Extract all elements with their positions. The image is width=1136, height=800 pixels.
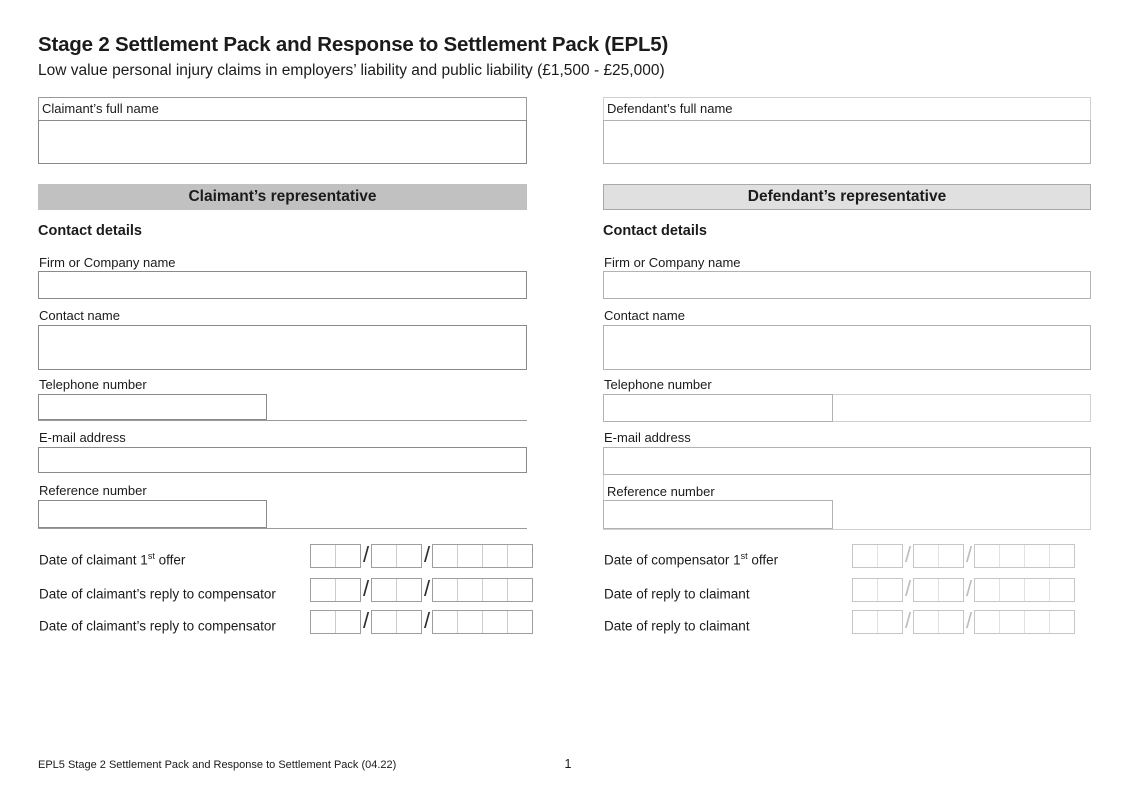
date-box-cell[interactable] bbox=[975, 545, 999, 567]
date-box-cell[interactable] bbox=[1049, 579, 1074, 601]
date-box-cell[interactable] bbox=[335, 579, 360, 601]
date-box-cell[interactable] bbox=[975, 579, 999, 601]
date-box-cell[interactable] bbox=[1024, 545, 1049, 567]
defendant-telephone-row bbox=[603, 394, 1091, 422]
claimant-reply-date-row-2 bbox=[38, 610, 527, 634]
claimant-first-offer-date-label: Date of claimant 1st offer bbox=[39, 551, 186, 568]
date-box-cell[interactable] bbox=[999, 579, 1024, 601]
defendant-email-label: E-mail address bbox=[604, 430, 691, 445]
date-separator: / bbox=[965, 542, 973, 567]
date-separator: / bbox=[423, 608, 431, 633]
page-number: 1 bbox=[564, 757, 572, 771]
defendant-full-name-cell bbox=[603, 97, 1091, 164]
date-year-group bbox=[432, 610, 533, 634]
date-boxes bbox=[852, 578, 1075, 602]
defendant-reply-date-label-2: Date of reply to claimant bbox=[604, 618, 750, 634]
date-separator: / bbox=[904, 608, 912, 633]
date-boxes bbox=[310, 610, 533, 634]
defendant-column bbox=[603, 90, 1091, 656]
footer-text: EPL5 Stage 2 Settlement Pack and Response to Settlement Pack (04.22) bbox=[38, 759, 397, 771]
date-separator: / bbox=[423, 576, 431, 601]
date-box-cell[interactable] bbox=[999, 545, 1024, 567]
claimant-contact-details-heading: Contact details bbox=[38, 223, 142, 239]
defendant-contact-name-label: Contact name bbox=[604, 308, 685, 323]
claimant-reference-label: Reference number bbox=[39, 483, 147, 498]
defendant-telephone-label: Telephone number bbox=[604, 377, 712, 392]
date-box-cell[interactable] bbox=[396, 579, 421, 601]
date-box-cell[interactable] bbox=[396, 545, 421, 567]
date-box-cell[interactable] bbox=[999, 611, 1024, 633]
date-box-cell[interactable] bbox=[975, 611, 999, 633]
date-month-group bbox=[371, 544, 422, 568]
claimant-reply-date-label-1: Date of claimant’s reply to compensator bbox=[39, 586, 276, 602]
date-box-cell[interactable] bbox=[482, 579, 507, 601]
claimant-reply-date-label-2: Date of claimant’s reply to compensator bbox=[39, 618, 276, 634]
date-year-group bbox=[974, 610, 1075, 634]
date-box-cell[interactable] bbox=[507, 545, 532, 567]
defendant-reply-date-row-2 bbox=[603, 610, 1091, 634]
date-box-cell[interactable] bbox=[914, 579, 938, 601]
claimant-full-name-label: Claimant’s full name bbox=[42, 101, 159, 116]
date-box-cell[interactable] bbox=[853, 579, 877, 601]
date-box-cell[interactable] bbox=[938, 579, 963, 601]
date-box-cell[interactable] bbox=[335, 545, 360, 567]
defendant-telephone-input[interactable] bbox=[603, 394, 833, 422]
date-box-cell[interactable] bbox=[938, 611, 963, 633]
date-box-cell[interactable] bbox=[433, 611, 457, 633]
date-day-group bbox=[852, 544, 903, 568]
defendant-reference-label: Reference number bbox=[607, 484, 715, 499]
defendant-email-input[interactable] bbox=[603, 447, 1091, 475]
defendant-reply-date-row-1 bbox=[603, 578, 1091, 602]
date-box-cell[interactable] bbox=[396, 611, 421, 633]
date-boxes bbox=[310, 578, 533, 602]
date-box-cell[interactable] bbox=[853, 545, 877, 567]
date-box-cell[interactable] bbox=[482, 545, 507, 567]
date-day-group bbox=[310, 610, 361, 634]
date-box-cell[interactable] bbox=[433, 545, 457, 567]
date-box-cell[interactable] bbox=[372, 579, 396, 601]
date-box-cell[interactable] bbox=[372, 611, 396, 633]
claimant-representative-header: Claimant’s representative bbox=[38, 184, 527, 210]
date-box-cell[interactable] bbox=[311, 611, 335, 633]
defendant-full-name-input[interactable] bbox=[603, 120, 1091, 164]
date-box-cell[interactable] bbox=[457, 579, 482, 601]
date-boxes bbox=[310, 544, 533, 568]
date-month-group bbox=[371, 578, 422, 602]
date-box-cell[interactable] bbox=[482, 611, 507, 633]
defendant-reply-date-label-1: Date of reply to claimant bbox=[604, 586, 750, 602]
date-separator: / bbox=[362, 542, 370, 567]
date-box-cell[interactable] bbox=[1049, 545, 1074, 567]
date-box-cell[interactable] bbox=[507, 611, 532, 633]
date-month-group bbox=[913, 610, 964, 634]
claimant-full-name-input[interactable] bbox=[38, 120, 527, 164]
claimant-reply-date-row-1 bbox=[38, 578, 527, 602]
date-month-group bbox=[371, 610, 422, 634]
date-month-group bbox=[913, 578, 964, 602]
date-box-cell[interactable] bbox=[877, 545, 902, 567]
claimant-email-input[interactable] bbox=[38, 447, 527, 473]
date-box-cell[interactable] bbox=[877, 611, 902, 633]
date-separator: / bbox=[965, 608, 973, 633]
date-box-cell[interactable] bbox=[914, 545, 938, 567]
claimant-telephone-label: Telephone number bbox=[39, 377, 147, 392]
date-day-group bbox=[852, 610, 903, 634]
defendant-firm-input[interactable] bbox=[603, 271, 1091, 299]
date-box-cell[interactable] bbox=[938, 545, 963, 567]
date-box-cell[interactable] bbox=[1024, 579, 1049, 601]
claimant-contact-name-label: Contact name bbox=[39, 308, 120, 323]
date-separator: / bbox=[904, 542, 912, 567]
defendant-email-reference-cell bbox=[603, 447, 1091, 530]
date-separator: / bbox=[362, 576, 370, 601]
claimant-first-offer-date-row bbox=[38, 544, 527, 568]
date-day-group bbox=[310, 578, 361, 602]
date-year-group bbox=[974, 578, 1075, 602]
date-box-cell[interactable] bbox=[853, 611, 877, 633]
date-box-cell[interactable] bbox=[507, 579, 532, 601]
date-box-cell[interactable] bbox=[914, 611, 938, 633]
date-boxes bbox=[852, 544, 1075, 568]
date-box-cell[interactable] bbox=[1024, 611, 1049, 633]
claimant-telephone-input[interactable] bbox=[38, 394, 267, 420]
date-boxes bbox=[852, 610, 1075, 634]
date-box-cell[interactable] bbox=[877, 579, 902, 601]
date-separator: / bbox=[904, 576, 912, 601]
date-separator: / bbox=[965, 576, 973, 601]
page-title: Stage 2 Settlement Pack and Response to Settlement Pack (EPL5) bbox=[38, 33, 669, 56]
defendant-representative-header: Defendant’s representative bbox=[603, 184, 1091, 210]
claimant-firm-label: Firm or Company name bbox=[39, 255, 176, 270]
date-box-cell[interactable] bbox=[457, 545, 482, 567]
date-day-group bbox=[852, 578, 903, 602]
defendant-reference-input[interactable] bbox=[603, 500, 833, 529]
defendant-contact-details-heading: Contact details bbox=[603, 223, 707, 239]
claimant-reference-row bbox=[38, 500, 527, 529]
date-year-group bbox=[974, 544, 1075, 568]
claimant-contact-name-input[interactable] bbox=[38, 325, 527, 370]
date-separator: / bbox=[423, 542, 431, 567]
claimant-email-label: E-mail address bbox=[39, 430, 126, 445]
date-separator: / bbox=[362, 608, 370, 633]
date-month-group bbox=[913, 544, 964, 568]
compensator-first-offer-date-row bbox=[603, 544, 1091, 568]
date-year-group bbox=[432, 578, 533, 602]
compensator-first-offer-date-label: Date of compensator 1st offer bbox=[604, 551, 779, 568]
claimant-reference-input[interactable] bbox=[38, 500, 267, 528]
date-day-group bbox=[310, 544, 361, 568]
date-box-cell[interactable] bbox=[311, 545, 335, 567]
claimant-telephone-row bbox=[38, 394, 527, 421]
defendant-contact-name-input[interactable] bbox=[603, 325, 1091, 370]
claimant-firm-input[interactable] bbox=[38, 271, 527, 299]
date-box-cell[interactable] bbox=[433, 579, 457, 601]
date-box-cell[interactable] bbox=[457, 611, 482, 633]
claimant-full-name-cell bbox=[38, 97, 527, 164]
defendant-full-name-label: Defendant’s full name bbox=[607, 101, 733, 116]
defendant-firm-label: Firm or Company name bbox=[604, 255, 741, 270]
date-box-cell[interactable] bbox=[335, 611, 360, 633]
date-box-cell[interactable] bbox=[372, 545, 396, 567]
date-year-group bbox=[432, 544, 533, 568]
claimant-column bbox=[38, 90, 527, 656]
date-box-cell[interactable] bbox=[1049, 611, 1074, 633]
page-subtitle: Low value personal injury claims in employers’ liability and public liability (£1,500 - £25,000) bbox=[38, 62, 665, 79]
date-box-cell[interactable] bbox=[311, 579, 335, 601]
